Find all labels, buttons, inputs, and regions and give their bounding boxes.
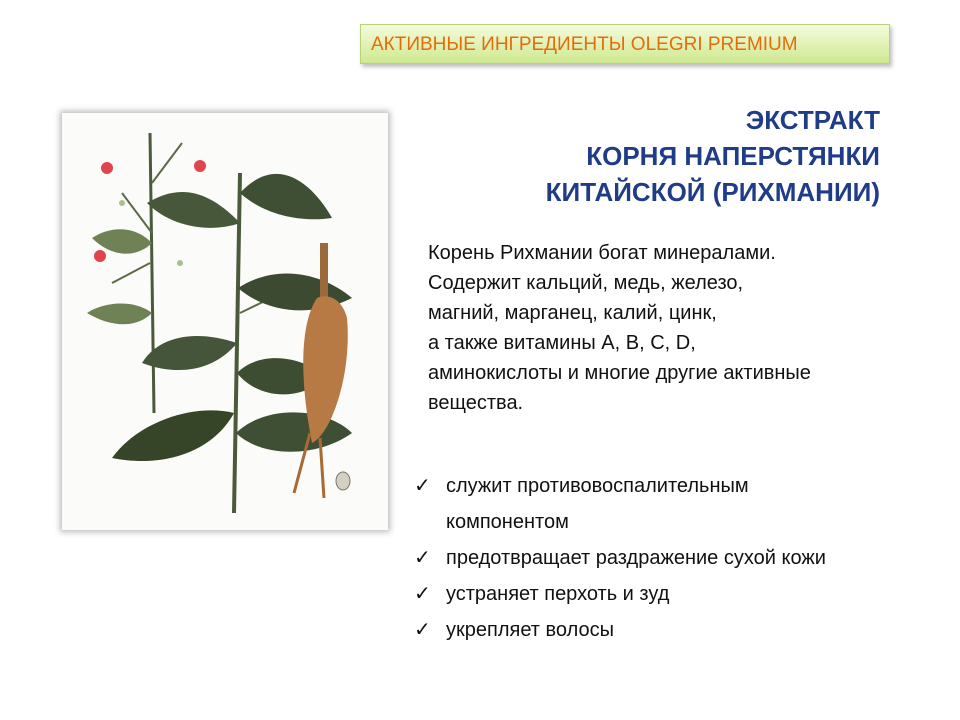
description-line: Корень Рихмании богат минералами. [428, 242, 776, 264]
title-line: КОРНЯ НАПЕРСТЯНКИ [586, 141, 880, 171]
description-line: вещества. [428, 392, 524, 414]
benefit-item [412, 612, 932, 648]
description-line: Содержит кальций, медь, железо, [428, 272, 744, 294]
section-header-label: АКТИВНЫЕ ИНГРЕДИЕНТЫ OLEGRI PREMIUM [371, 34, 798, 55]
benefit-item [412, 576, 932, 612]
benefit-item [412, 540, 932, 576]
benefit-text: компонентом [446, 511, 569, 533]
benefit-text: укрепляет волосы [446, 619, 614, 641]
benefit-text: служит противовоспалительным [446, 475, 749, 497]
benefits-list [412, 468, 932, 648]
rehmannia-plant-illustration [62, 113, 388, 530]
description-line: магний, марганец, калий, цинк, [428, 302, 717, 324]
ingredient-description [428, 238, 928, 418]
description-line: аминокислоты и многие другие активные [428, 362, 811, 384]
ingredient-title [546, 102, 880, 210]
checkmark-icon: ✓ [414, 547, 431, 569]
title-line: ЭКСТРАКТ [745, 105, 880, 135]
benefit-text: предотвращает раздражение сухой кожи [446, 547, 826, 569]
checkmark-icon: ✓ [414, 475, 431, 497]
section-header [360, 24, 890, 64]
checkmark-icon: ✓ [414, 619, 431, 641]
benefit-text: устраняет перхоть и зуд [446, 583, 670, 605]
plant-illustration [62, 113, 388, 530]
description-line: а также витамины А, В, С, D, [428, 332, 696, 354]
title-line: КИТАЙСКОЙ (РИХМАНИИ) [545, 177, 880, 207]
checkmark-icon: ✓ [414, 583, 431, 605]
benefit-item [412, 468, 932, 540]
